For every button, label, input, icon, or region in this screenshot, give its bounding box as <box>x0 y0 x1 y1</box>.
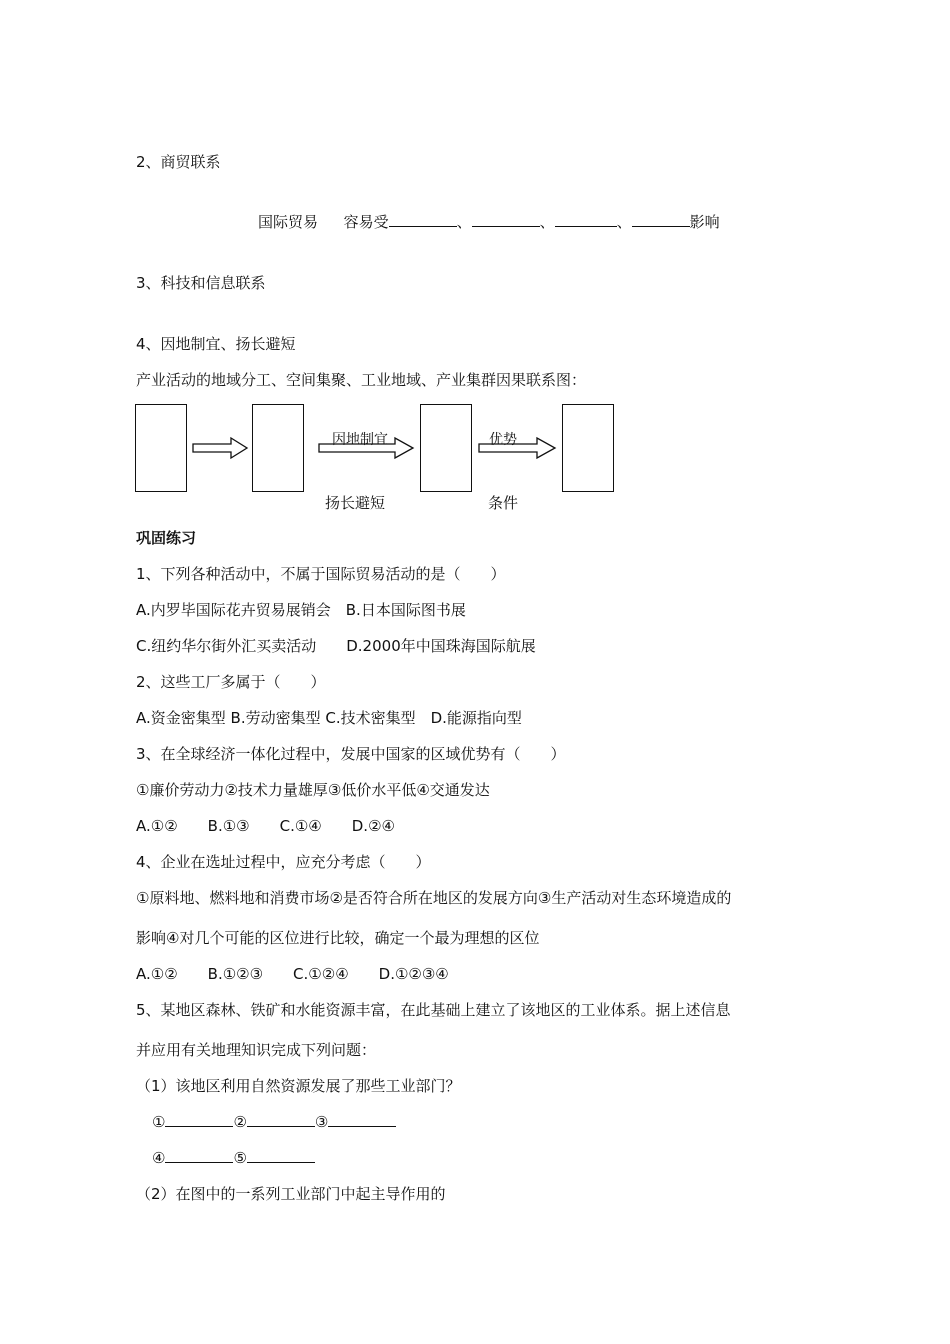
answer-blank-1[interactable] <box>165 1112 233 1127</box>
question-3-items: ①廉价劳动力②技术力量雄厚③低价水平低④交通发达 <box>136 781 490 799</box>
question-1-options-ab: A.内罗毕国际花卉贸易展销会 B.日本国际图书展 <box>136 601 466 619</box>
question-5-line-1: 5、某地区森林、铁矿和水能资源丰富，在此基础上建立了该地区的工业体系。据上述信息 <box>136 1001 731 1019</box>
question-4-items-line-2: 影响④对几个可能的区位进行比较，确定一个最为理想的区位 <box>136 929 540 947</box>
question-5-line-2: 并应用有关地理知识完成下列问题： <box>136 1041 377 1059</box>
section-3-heading: 3、科技和信息联系 <box>136 274 266 292</box>
question-1-options-cd: C.纽约华尔街外汇买卖活动 D.2000年中国珠海国际航展 <box>136 637 536 655</box>
fill-blank-4[interactable] <box>632 212 690 227</box>
question-4-options: A.①② B.①②③ C.①②④ D.①②③④ <box>136 965 449 983</box>
separator: 、 <box>539 213 555 231</box>
answer-mark-4: ④ <box>152 1149 166 1167</box>
trade-label: 国际贸易 <box>258 213 319 231</box>
separator: 、 <box>616 213 632 231</box>
diagram-box-3[interactable] <box>420 404 472 492</box>
answer-blank-2[interactable] <box>247 1112 315 1127</box>
question-4: 4、企业在选址过程中，应充分考虑（ ） <box>136 853 431 871</box>
answer-row-2 <box>152 1148 315 1168</box>
arrow-3-label-top: 优势 <box>489 432 517 448</box>
diagram-title: 产业活动的地域分工、空间集聚、工业地域、产业集群因果联系图： <box>136 371 587 389</box>
fill-blank-3[interactable] <box>555 212 617 227</box>
answer-row-1 <box>152 1112 396 1132</box>
question-5-sub-2: （2）在图中的一系列工业部门中起主导作用的 <box>136 1185 446 1203</box>
question-3: 3、在全球经济一体化过程中，发展中国家的区域优势有（ ） <box>136 745 566 763</box>
answer-blank-3[interactable] <box>328 1112 396 1127</box>
question-2-options: A.资金密集型 B.劳动密集型 C.技术密集型 D.能源指向型 <box>136 709 522 727</box>
trade-suffix: 影响 <box>689 213 720 231</box>
arrow-2-label-top: 因地制宜 <box>332 432 388 448</box>
arrow-3-label-bottom: 条件 <box>488 494 519 512</box>
fill-blank-1[interactable] <box>389 212 457 227</box>
diagram-box-2[interactable] <box>252 404 304 492</box>
answer-blank-4[interactable] <box>165 1148 233 1163</box>
answer-mark-5: ⑤ <box>233 1149 247 1167</box>
fill-blank-2[interactable] <box>472 212 540 227</box>
arrow-2-label-bottom: 扬长避短 <box>325 494 386 512</box>
question-3-options: A.①② B.①③ C.①④ D.②④ <box>136 817 395 835</box>
arrow-1-icon <box>193 438 249 458</box>
trade-text: 容易受 <box>343 213 389 231</box>
section-4-heading: 4、因地制宜、扬长避短 <box>136 335 296 353</box>
separator: 、 <box>456 213 472 231</box>
answer-blank-5[interactable] <box>247 1148 315 1163</box>
question-4-items-line-1: ①原料地、燃料地和消费市场②是否符合所在地区的发展方向③生产活动对生态环境造成的 <box>136 889 732 907</box>
answer-mark-1: ① <box>152 1113 166 1131</box>
diagram-box-1[interactable] <box>135 404 187 492</box>
diagram-box-4[interactable] <box>562 404 614 492</box>
question-5-sub-1: （1）该地区利用自然资源发展了那些工业部门？ <box>136 1077 461 1095</box>
section-2-heading: 2、商贸联系 <box>136 153 221 171</box>
trade-line <box>258 212 720 232</box>
exercise-title: 巩固练习 <box>136 529 197 547</box>
question-2: 2、这些工厂多属于（ ） <box>136 673 326 691</box>
answer-mark-3: ③ <box>314 1113 329 1131</box>
answer-mark-2: ② <box>233 1113 247 1131</box>
question-1: 1、下列各种活动中，不属于国际贸易活动的是（ ） <box>136 565 506 583</box>
